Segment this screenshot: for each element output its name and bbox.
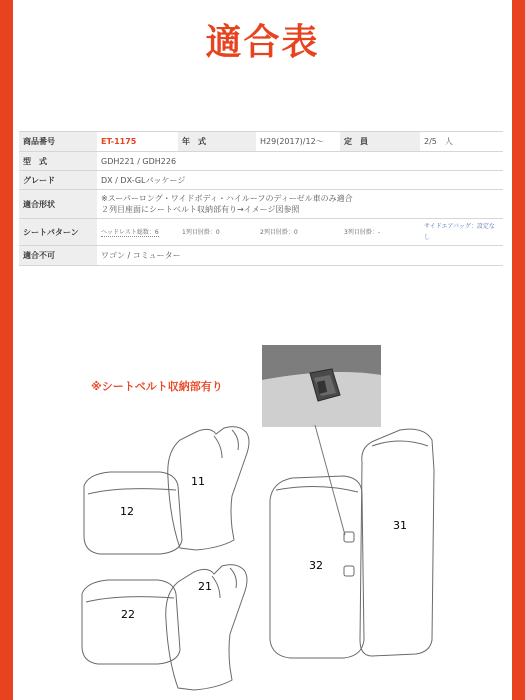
year-label: 年 式 — [178, 132, 256, 152]
seatbelt-slot-upper — [344, 532, 354, 542]
capacity-label: 定 員 — [340, 132, 420, 152]
seat-22-cushion — [82, 580, 180, 664]
unfit-label: 適合不可 — [19, 246, 97, 266]
seat-21-headrest-line — [212, 576, 220, 598]
grade-label: グレード — [19, 171, 97, 190]
grade-value: DX / DX-GLパッケージ — [97, 171, 503, 190]
seat-11-back — [168, 427, 249, 550]
seatbelt-caption: ※シートベルト収納部有り — [91, 380, 223, 393]
seat-32-line — [276, 486, 358, 492]
seat-number-12: 12 — [120, 505, 134, 518]
seat-number-31: 31 — [393, 519, 407, 532]
seat-11-headrest-line — [214, 436, 222, 458]
seat-number-32: 32 — [309, 559, 323, 572]
headrest-link[interactable]: ヘッドレスト総数：6 — [101, 228, 159, 236]
fit-label: 適合形状 — [19, 190, 97, 219]
seat-31-back — [360, 429, 434, 656]
seat-11-detail — [232, 430, 238, 450]
seat-number-11: 11 — [191, 475, 205, 488]
seat-21-detail — [230, 568, 236, 588]
row1-armrest: 1列目肘掛：0 — [178, 219, 256, 246]
leader-line — [315, 425, 345, 535]
unfit-value: ワゴン / コミューター — [97, 246, 503, 266]
row3-armrest: 3列目肘掛：- — [340, 219, 420, 246]
side-airbag: サイドエアバッグ：設定なし — [420, 219, 503, 246]
pattern-label: シートパターン — [19, 219, 97, 246]
fit-line-1: ※スーパーロング・ワイドボディ・ハイルーフのディーゼル車のみ適合 — [101, 194, 353, 203]
model-value: GDH221 / GDH226 — [97, 152, 503, 171]
capacity-value: 2/5 人 — [420, 132, 503, 152]
page-title: 適合表 — [205, 22, 320, 63]
product-code: ET-1175 — [97, 132, 178, 152]
product-code-label: 商品番号 — [19, 132, 97, 152]
seat-22-line — [86, 597, 174, 602]
seat-number-21: 21 — [198, 580, 212, 593]
row2-armrest: 2列目肘掛：0 — [256, 219, 340, 246]
seat-31-top-line — [372, 441, 428, 446]
model-label: 型 式 — [19, 152, 97, 171]
seatbelt-slot-lower — [344, 566, 354, 576]
fit-line-2: ２列目座面にシートベルト収納部有り→イメージ図参照 — [101, 205, 300, 214]
year-value: H29(2017)/12〜 — [256, 132, 340, 152]
seat-12-line — [88, 489, 176, 494]
seat-number-22: 22 — [121, 608, 135, 621]
